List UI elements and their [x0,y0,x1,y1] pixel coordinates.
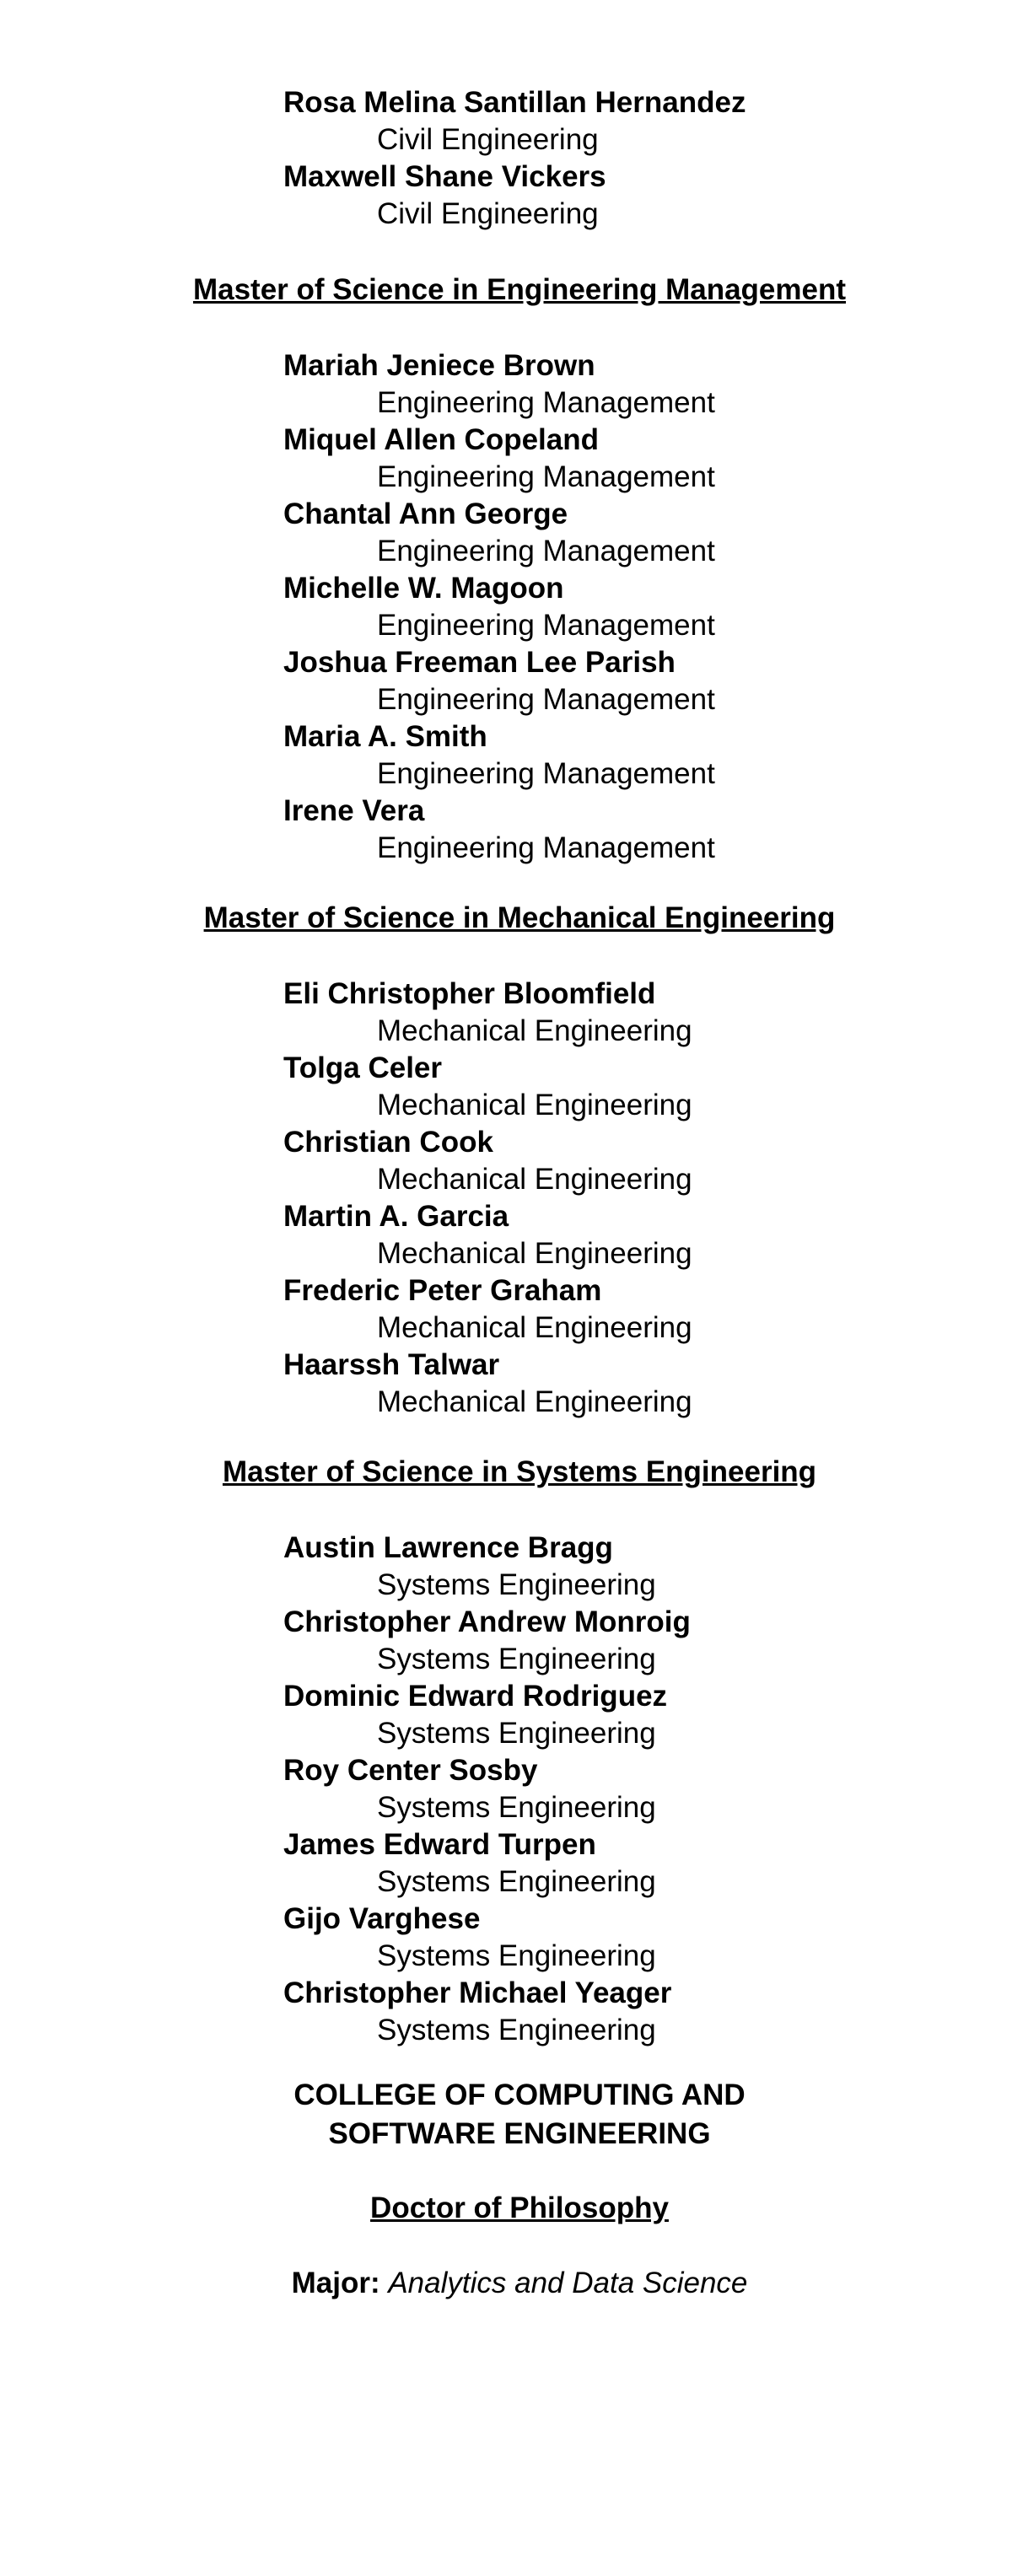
graduate-entry [0,1826,1012,1901]
graduate-name: Martin A. Garcia [283,1200,509,1233]
graduate-entry [0,718,1012,793]
graduate-name: Miquel Allen Copeland [283,423,599,456]
graduate-program: Systems Engineering [377,1939,656,1972]
graduate-entry [0,496,1012,570]
graduate-name: Gijo Varghese [283,1902,481,1935]
graduate-entry [0,1752,1012,1826]
graduate-name: Mariah Jeniece Brown [283,349,595,382]
graduate-name: Rosa Melina Santillan Hernandez [283,86,746,119]
college-title-line-1: COLLEGE OF COMPUTING AND [293,2079,746,2111]
graduate-program: Engineering Management [377,460,715,493]
section-heading-mechanical-engineering: Master of Science in Mechanical Engineering [203,901,836,934]
graduate-name: Tolga Celer [283,1051,443,1084]
graduate-entry [0,1604,1012,1678]
section-heading-systems-engineering: Master of Science in Systems Engineering [222,1455,817,1488]
graduate-entry [0,976,1012,1050]
college-title-line-2: SOFTWARE ENGINEERING [328,2117,711,2150]
graduate-name: Frederic Peter Graham [283,1274,602,1307]
graduate-program: Mechanical Engineering [377,1089,692,1121]
graduate-program: Systems Engineering [377,2014,656,2046]
major-label: Major: [291,2267,380,2299]
graduate-entry [0,1198,1012,1272]
graduate-name: Christopher Michael Yeager [283,1976,672,2009]
graduate-program: Civil Engineering [377,123,599,156]
graduate-entry [0,1901,1012,1975]
graduate-name: Christopher Andrew Monroig [283,1605,691,1638]
graduate-program: Engineering Management [377,683,715,716]
graduate-program: Systems Engineering [377,1717,656,1750]
graduate-program: Systems Engineering [377,1643,656,1675]
graduate-name: Maxwell Shane Vickers [283,160,606,193]
section-heading-engineering-management: Master of Science in Engineering Management [192,273,847,306]
graduate-name: Roy Center Sosby [283,1754,538,1787]
graduate-name: James Edward Turpen [283,1828,596,1861]
graduate-entry [0,1678,1012,1752]
graduate-entry [0,644,1012,718]
graduate-name: Haarssh Talwar [283,1348,500,1381]
graduate-program: Mechanical Engineering [377,1385,692,1418]
graduate-entry [0,422,1012,496]
graduate-entry [0,159,1012,233]
graduate-entry [0,1050,1012,1124]
graduate-program: Civil Engineering [377,197,599,230]
systems-engineering-list [0,1530,1012,2049]
major-value: Analytics and Data Science [388,2267,748,2299]
graduate-program: Engineering Management [377,386,715,419]
graduate-name: Eli Christopher Bloomfield [283,977,656,1010]
graduate-name: Christian Cook [283,1126,493,1159]
graduate-name: Michelle W. Magoon [283,572,564,605]
graduate-entry [0,1272,1012,1347]
graduate-program: Systems Engineering [377,1865,656,1898]
graduate-entry [0,347,1012,422]
graduate-entry [0,1975,1012,2049]
graduate-entry [0,1530,1012,1604]
graduate-program: Mechanical Engineering [377,1163,692,1196]
degree-heading-doctor-of-philosophy: Doctor of Philosophy [370,2191,669,2224]
graduate-program: Engineering Management [377,831,715,864]
graduate-program: Systems Engineering [377,1791,656,1824]
graduate-name: Chantal Ann George [283,497,568,530]
engineering-management-list [0,347,1012,867]
graduate-program: Mechanical Engineering [377,1311,692,1344]
graduate-entry [0,570,1012,644]
mechanical-engineering-list [0,976,1012,1421]
graduate-program: Systems Engineering [377,1568,656,1601]
graduate-name: Maria A. Smith [283,720,487,753]
graduate-entry [0,84,1012,159]
major-line [0,2265,1012,2302]
graduate-program: Mechanical Engineering [377,1237,692,1270]
graduate-program: Engineering Management [377,609,715,642]
graduate-program: Engineering Management [377,535,715,567]
graduate-name: Joshua Freeman Lee Parish [283,646,676,679]
graduate-program: Mechanical Engineering [377,1014,692,1047]
intro-entry-list [0,84,1012,233]
graduate-name: Irene Vera [283,794,425,827]
graduate-program: Engineering Management [377,757,715,790]
graduate-entry [0,1347,1012,1421]
graduate-entry [0,1124,1012,1198]
graduate-name: Austin Lawrence Bragg [283,1531,613,1564]
graduate-entry [0,793,1012,867]
graduate-name: Dominic Edward Rodriguez [283,1680,668,1713]
